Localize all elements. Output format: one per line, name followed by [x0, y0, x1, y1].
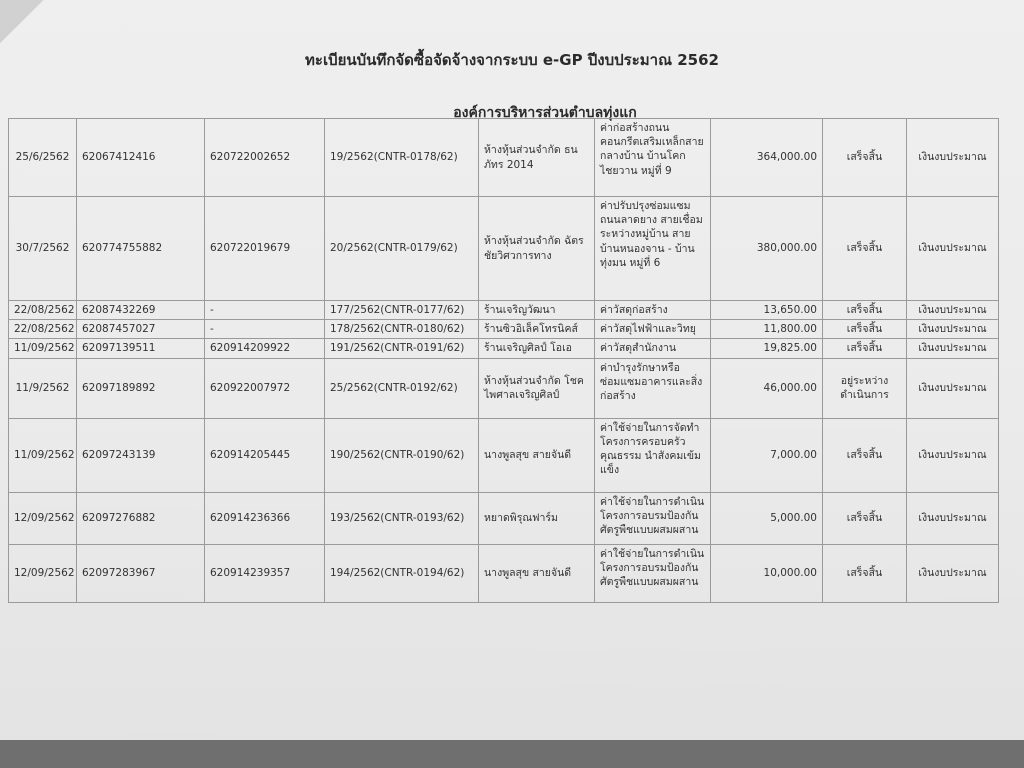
cell-vendor: นางพูลสุข สายจันดี [479, 418, 595, 492]
cell-project-number: 62097243139 [77, 418, 205, 492]
cell-status: เสร็จสิ้น [823, 301, 907, 320]
cell-status: เสร็จสิ้น [823, 418, 907, 492]
cell-vendor: ร้านซิวอิเล็คโทรนิคส์ [479, 320, 595, 339]
cell-contract-number: 190/2562(CNTR-0190/62) [325, 418, 479, 492]
cell-control-number: 620914239357 [205, 544, 325, 602]
cell-amount: 7,000.00 [711, 418, 823, 492]
cell-date: 11/9/2562 [9, 358, 77, 418]
cell-contract-number: 194/2562(CNTR-0194/62) [325, 544, 479, 602]
cell-control-number: 620922007972 [205, 358, 325, 418]
cell-date: 25/6/2562 [9, 119, 77, 197]
cell-vendor: นางพูลสุข สายจันดี [479, 544, 595, 602]
cell-contract-number: 178/2562(CNTR-0180/62) [325, 320, 479, 339]
cell-vendor: ห้างหุ้นส่วนจำกัด โชคไพศาลเจริญศิลป์ [479, 358, 595, 418]
table-row [9, 119, 999, 197]
cell-contract-number: 19/2562(CNTR-0178/62) [325, 119, 479, 197]
cell-date: 30/7/2562 [9, 197, 77, 301]
cell-contract-number: 177/2562(CNTR-0177/62) [325, 301, 479, 320]
cell-description: ค่าปรับปรุงซ่อมแซมถนนลาดยาง สายเชื่อมระหว่างหมู่บ้าน สาย บ้านหนองจาน - บ้านทุ่งมน หมู่ที่ 6 [595, 197, 711, 301]
cell-description: ค่าใช้จ่ายในการจัดทำโครงการครอบครัวคุณธรรม นำสังคมเข้มแข็ง [595, 418, 711, 492]
cell-control-number: - [205, 320, 325, 339]
cell-vendor: ห้างหุ้นส่วนจำกัด ฉัตรชัยวิศวการทาง [479, 197, 595, 301]
cell-project-number: 62067412416 [77, 119, 205, 197]
document-title: ทะเบียนบันทึกจัดซื้อจัดจ้างจากระบบ e-GP ปีงบประมาณ 2562 [305, 51, 719, 69]
cell-date: 11/09/2562 [9, 339, 77, 358]
cell-budget-source: เงินงบประมาณ [907, 418, 999, 492]
cell-description: ค่าใช้จ่ายในการดำเนินโครงการอบรมป้องกันศัตรูพืชแบบผสมผสาน [595, 544, 711, 602]
cell-amount: 11,800.00 [711, 320, 823, 339]
cell-project-number: 62097276882 [77, 492, 205, 544]
cell-description: ค่าวัสดุก่อสร้าง [595, 301, 711, 320]
cell-budget-source: เงินงบประมาณ [907, 197, 999, 301]
cell-status: อยู่ระหว่างดำเนินการ [823, 358, 907, 418]
cell-vendor: ร้านเจริญศิลป์ โอเอ [479, 339, 595, 358]
cell-status: เสร็จสิ้น [823, 544, 907, 602]
cell-date: 12/09/2562 [9, 492, 77, 544]
cell-project-number: 62097139511 [77, 339, 205, 358]
cell-date: 22/08/2562 [9, 301, 77, 320]
background-edge [0, 740, 1024, 768]
cell-vendor: หยาดพิรุณฟาร์ม [479, 492, 595, 544]
cell-contract-number: 191/2562(CNTR-0191/62) [325, 339, 479, 358]
cell-amount: 380,000.00 [711, 197, 823, 301]
cell-budget-source: เงินงบประมาณ [907, 358, 999, 418]
table-row [9, 339, 999, 358]
cell-vendor: ห้างหุ้นส่วนจำกัด ธนภัทร 2014 [479, 119, 595, 197]
cell-date: 12/09/2562 [9, 544, 77, 602]
cell-description: ค่าบำรุงรักษาหรือซ่อมแซมอาคารและสิ่งก่อสร้าง [595, 358, 711, 418]
cell-contract-number: 25/2562(CNTR-0192/62) [325, 358, 479, 418]
cell-amount: 364,000.00 [711, 119, 823, 197]
cell-description: ค่าใช้จ่ายในการดำเนินโครงการอบรมป้องกันศัตรูพืชแบบผสมผสาน [595, 492, 711, 544]
cell-status: เสร็จสิ้น [823, 119, 907, 197]
cell-description: ค่าก่อสร้างถนนคอนกรีตเสริมเหล็กสายกลางบ้าน บ้านโคกไชยวาน หมู่ที่ 9 [595, 119, 711, 197]
table-row [9, 544, 999, 602]
table-row [9, 418, 999, 492]
cell-control-number: 620722019679 [205, 197, 325, 301]
table-row [9, 301, 999, 320]
cell-budget-source: เงินงบประมาณ [907, 320, 999, 339]
cell-status: เสร็จสิ้น [823, 320, 907, 339]
cell-control-number: 620914236366 [205, 492, 325, 544]
procurement-table [8, 118, 999, 603]
cell-budget-source: เงินงบประมาณ [907, 544, 999, 602]
cell-budget-source: เงินงบประมาณ [907, 301, 999, 320]
cell-date: 22/08/2562 [9, 320, 77, 339]
cell-vendor: ร้านเจริญวัฒนา [479, 301, 595, 320]
cell-status: เสร็จสิ้น [823, 492, 907, 544]
cell-control-number: 620914205445 [205, 418, 325, 492]
document-subtitle: องค์การบริหารส่วนตำบลทุ่งแก [453, 105, 637, 121]
cell-budget-source: เงินงบประมาณ [907, 339, 999, 358]
cell-project-number: 620774755882 [77, 197, 205, 301]
table-row [9, 197, 999, 301]
cell-project-number: 62087457027 [77, 320, 205, 339]
cell-amount: 10,000.00 [711, 544, 823, 602]
cell-project-number: 62097283967 [77, 544, 205, 602]
cell-control-number: - [205, 301, 325, 320]
table-row [9, 358, 999, 418]
cell-status: เสร็จสิ้น [823, 339, 907, 358]
cell-contract-number: 193/2562(CNTR-0193/62) [325, 492, 479, 544]
cell-description: ค่าวัสดุสำนักงาน [595, 339, 711, 358]
cell-amount: 19,825.00 [711, 339, 823, 358]
cell-project-number: 62087432269 [77, 301, 205, 320]
cell-contract-number: 20/2562(CNTR-0179/62) [325, 197, 479, 301]
cell-description: ค่าวัสดุไฟฟ้าและวิทยุ [595, 320, 711, 339]
table-row [9, 320, 999, 339]
cell-budget-source: เงินงบประมาณ [907, 492, 999, 544]
cell-project-number: 62097189892 [77, 358, 205, 418]
cell-control-number: 620914209922 [205, 339, 325, 358]
cell-amount: 5,000.00 [711, 492, 823, 544]
cell-control-number: 620722002652 [205, 119, 325, 197]
table-row [9, 492, 999, 544]
cell-amount: 46,000.00 [711, 358, 823, 418]
cell-amount: 13,650.00 [711, 301, 823, 320]
cell-date: 11/09/2562 [9, 418, 77, 492]
cell-status: เสร็จสิ้น [823, 197, 907, 301]
cell-budget-source: เงินงบประมาณ [907, 119, 999, 197]
